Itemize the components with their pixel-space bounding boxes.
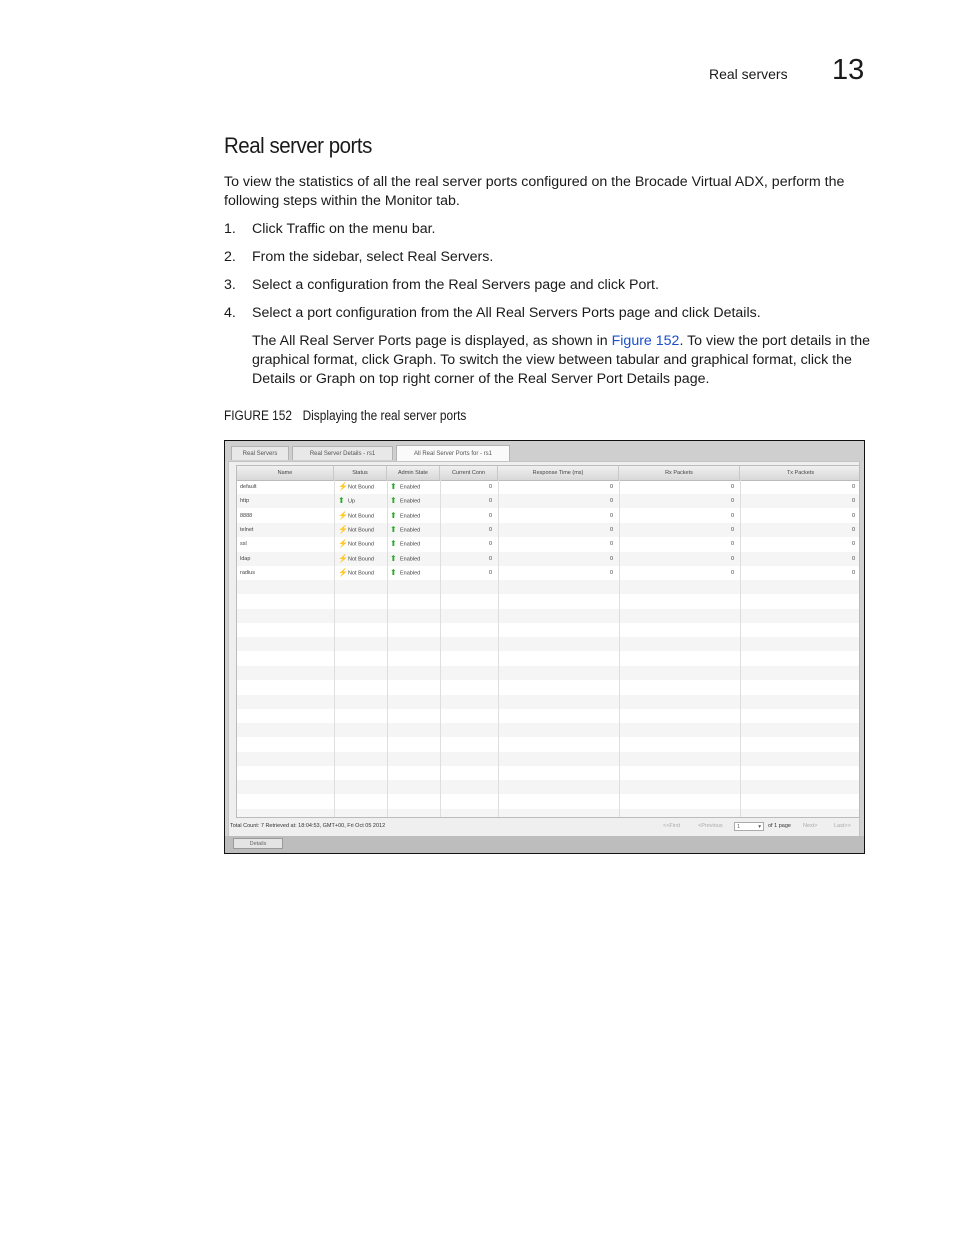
plug-icon: ⚡ [338,510,348,520]
cell-name: default [240,484,257,490]
table-row [237,709,859,723]
column-header-status[interactable]: Status [334,466,387,480]
cell-response-time: 0 [609,512,613,519]
column-divider [387,480,388,817]
cell-admin-state: ⬆ Enabled [390,480,420,494]
cell-rx-packets: 0 [730,541,734,548]
cell-current-conn: 0 [488,569,492,576]
cell-current-conn: 0 [488,484,492,490]
cell-response-time: 0 [609,569,613,576]
table-row[interactable] [237,523,859,537]
pager-next[interactable]: Next> [803,823,818,829]
step-2: 2. From the sidebar, select Real Servers. [224,249,494,265]
cell-current-conn: 0 [488,555,492,562]
up-arrow-icon: ⬆ [390,510,397,520]
up-arrow-icon: ⬆ [390,482,397,491]
cell-name: 8888 [240,512,253,519]
content-panel [228,461,860,837]
cell-current-conn: 0 [488,512,492,519]
plug-icon: ⚡ [338,553,348,563]
plug-icon: ⚡ [338,539,348,549]
column-divider [334,480,335,817]
cell-status: ⚡Not Bound [338,480,374,494]
cell-name: radius [240,569,255,576]
plug-icon: ⚡ [338,567,348,577]
cell-tx-packets: 0 [851,555,855,562]
table-row[interactable] [237,566,859,580]
cell-response-time: 0 [609,526,613,533]
table-row [237,752,859,766]
cell-name: ssl [240,541,247,548]
cell-admin-state: ⬆ Enabled [390,566,420,580]
step-3: 3. Select a configuration from the Real Servers page and click Port. [224,277,659,293]
bottom-toolbar [225,836,864,853]
column-header-admin-state[interactable]: Admin State [387,466,440,480]
up-arrow-icon: ⬆ [390,553,397,563]
column-divider [619,480,620,817]
cell-admin-state: ⬆ Enabled [390,509,420,523]
header-chapter-number: 13 [832,54,865,86]
cell-response-time: 0 [609,498,613,505]
table-row[interactable] [237,537,859,551]
details-button[interactable]: Details [233,838,283,849]
column-header-tx-packets[interactable]: Tx Packets [786,470,815,476]
column-header-rx-packets[interactable]: Rx Packets [619,466,740,480]
ports-table [236,465,860,818]
table-row [237,737,859,751]
tab-real-server-details[interactable]: Real Server Details - rs1 [292,446,393,460]
up-arrow-icon: ⬆ [338,496,345,506]
header-section-title: Real servers [709,66,788,82]
table-row[interactable] [237,480,859,494]
cell-admin-state: ⬆ Enabled [390,523,420,537]
tab-real-servers[interactable]: Real Servers [231,446,289,460]
up-arrow-icon: ⬆ [390,539,397,549]
up-arrow-icon: ⬆ [390,496,397,506]
plug-icon: ⚡ [338,524,348,534]
chevron-down-icon: ▾ [758,824,761,830]
pager-last[interactable]: Last>> [834,823,851,829]
cell-rx-packets: 0 [730,569,734,576]
cell-status: ⚡Not Bound [338,552,374,566]
cell-admin-state: ⬆ Enabled [390,494,420,508]
cell-tx-packets: 0 [851,512,855,519]
cell-status: ⬆ Up [338,494,355,508]
cell-current-conn: 0 [488,526,492,533]
column-divider [498,480,499,817]
table-row [237,623,859,637]
table-row [237,637,859,651]
table-row [237,723,859,737]
cell-name: ldap [240,555,251,562]
cell-rx-packets: 0 [730,484,734,490]
table-row [237,594,859,608]
cell-response-time: 0 [609,555,613,562]
table-header [237,466,859,481]
table-row [237,680,859,694]
cell-tx-packets: 0 [851,526,855,533]
cell-status: ⚡Not Bound [338,509,374,523]
cell-current-conn: 0 [488,541,492,548]
pager-previous[interactable]: <Previous [698,823,723,829]
tab-bar [225,441,864,461]
table-row [237,795,859,809]
page-number-select[interactable]: 1 ▾ [734,822,764,831]
column-divider [440,480,441,817]
step-4: 4. Select a port configuration from the All Real Servers Ports page and click Details. [224,305,761,321]
table-row[interactable] [237,552,859,566]
figure-caption: FIGURE 152 Displaying the real server ports [224,408,467,423]
status-bar [228,817,860,835]
plug-icon: ⚡ [338,482,348,491]
table-row[interactable] [237,494,859,508]
cell-admin-state: ⬆ Enabled [390,537,420,551]
cell-current-conn: 0 [488,498,492,505]
tab-all-real-server-ports[interactable]: All Real Server Ports for - rs1 [396,445,510,461]
screenshot-frame [224,440,865,854]
cell-name: telnet [240,526,254,533]
up-arrow-icon: ⬆ [390,567,397,577]
cell-status: ⚡Not Bound [338,566,374,580]
cell-rx-packets: 0 [730,526,734,533]
total-count-text: Total Count: 7 Retrieved at: 18:04:53, GMT+00, Fri Oct 05 2012 [230,823,386,829]
intro-paragraph: To view the statistics of all the real server ports configured on the Brocade Virtual ADX, perform the following steps within the Monitor tab. [224,174,845,209]
cell-admin-state: ⬆ Enabled [390,552,420,566]
table-row [237,766,859,780]
pager-first[interactable]: <<First [663,823,681,829]
cell-response-time: 0 [609,541,613,548]
step-1: 1. Click Traffic on the menu bar. [224,221,436,237]
table-row [237,580,859,594]
note-paragraph: The All Real Server Ports page is displayed, as shown in Figure 152. To view the port details in the graphical format, click Graph. To switch the view between tabular and graphical format, click the Details or Graph on top right corner of the Real Server Port Details page. [252,333,871,387]
section-title: Real server ports [224,133,372,158]
cell-tx-packets: 0 [851,484,855,490]
table-row [237,695,859,709]
table-row [237,780,859,794]
up-arrow-icon: ⬆ [390,524,397,534]
cell-status: ⚡Not Bound [338,537,374,551]
column-divider [740,480,741,817]
cell-tx-packets: 0 [851,498,855,505]
cell-tx-packets: 0 [851,541,855,548]
table-row [237,609,859,623]
cell-name: http [240,498,250,505]
table-row [237,652,859,666]
cell-response-time: 0 [609,484,613,490]
table-row[interactable] [237,509,859,523]
cell-rx-packets: 0 [730,512,734,519]
cell-rx-packets: 0 [730,498,734,505]
table-row [237,666,859,680]
pager-of-pages: of 1 page [768,823,791,829]
figure-link[interactable]: Figure 152 [611,333,680,349]
column-header-response-time[interactable]: Response Time (ms) [498,466,619,480]
column-header-current-conn[interactable]: Current Conn [440,466,498,480]
cell-status: ⚡Not Bound [338,523,374,537]
column-header-name[interactable]: Name [237,466,334,480]
cell-tx-packets: 0 [851,569,855,576]
cell-rx-packets: 0 [730,555,734,562]
